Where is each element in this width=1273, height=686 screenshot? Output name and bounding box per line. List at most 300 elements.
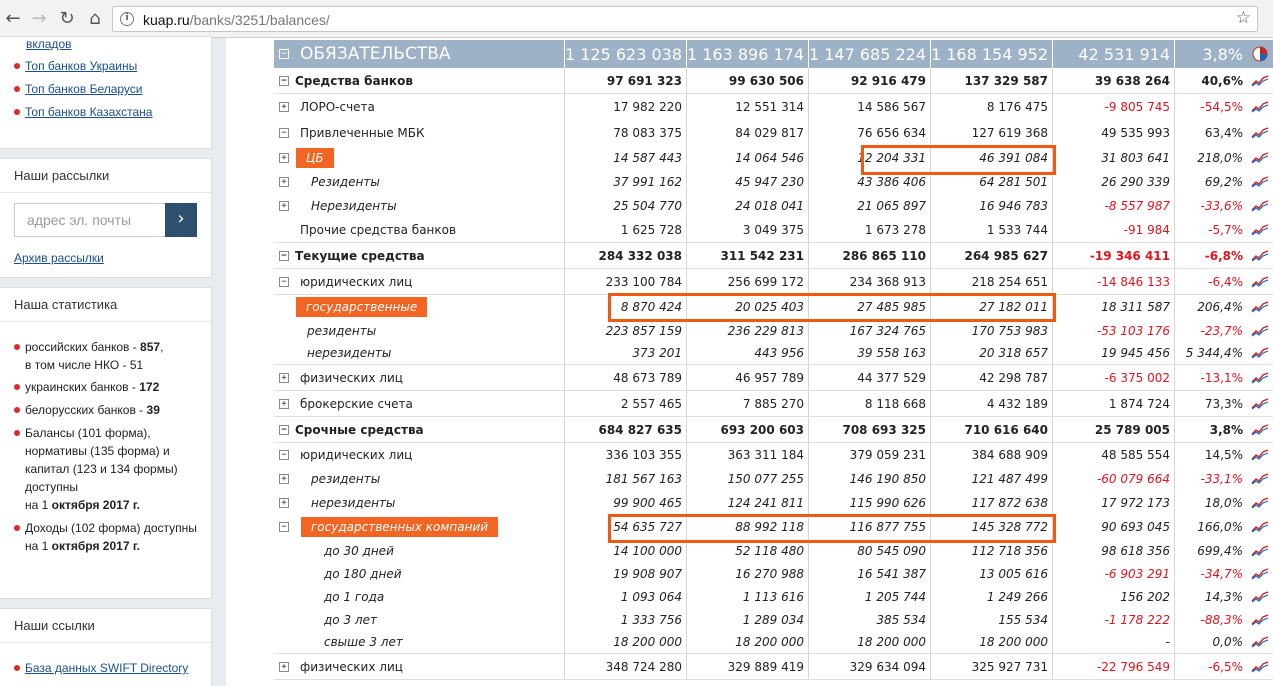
table-row <box>274 654 1273 680</box>
row-label-cell <box>274 417 564 442</box>
bullet-icon <box>14 430 20 436</box>
header-pie-chart-icon[interactable] <box>1247 40 1273 68</box>
row-value-2: 12 551 314 <box>686 94 808 120</box>
bullet-icon <box>14 407 20 413</box>
row-label-cell <box>274 443 564 467</box>
row-value-5: -6 375 002 <box>1052 365 1174 390</box>
url-text <box>143 12 330 28</box>
row-label-cell <box>274 585 564 608</box>
row-value-2: 311 542 231 <box>686 243 808 268</box>
table-row <box>274 319 1273 342</box>
row-value-6: 3,8% <box>1174 417 1247 442</box>
collapse-icon[interactable]: − <box>279 522 289 532</box>
row-label-cell <box>274 631 564 653</box>
row-value-4: 710 616 640 <box>930 417 1052 442</box>
row-value-2: 99 630 506 <box>686 68 808 93</box>
row-value-6: -5,7% <box>1174 218 1247 242</box>
reload-icon[interactable]: ↻ <box>59 8 75 29</box>
table-row <box>274 194 1273 218</box>
row-label-cell <box>274 467 564 491</box>
row-label-cell <box>274 365 564 390</box>
collapse-icon[interactable]: − <box>279 425 289 435</box>
table-row <box>274 269 1273 295</box>
deposits-link[interactable]: вкладов <box>26 37 72 51</box>
bullet-icon <box>14 665 20 671</box>
row-value-4: 137 329 587 <box>930 68 1052 93</box>
trend-chart-icon[interactable] <box>1247 170 1273 194</box>
table-row <box>274 120 1273 146</box>
row-value-2: 150 077 255 <box>686 467 808 491</box>
row-value-6: 218,0% <box>1174 146 1247 170</box>
trend-chart-icon[interactable] <box>1247 342 1273 364</box>
collapse-icon[interactable]: − <box>279 49 289 59</box>
highlight-box-state <box>608 293 1056 322</box>
trend-chart-icon[interactable] <box>1247 243 1273 268</box>
row-value-3: 116 877 755 <box>808 515 930 539</box>
row-value-3: 1 205 744 <box>808 585 930 608</box>
row-value-2: 7 885 270 <box>686 391 808 416</box>
row-value-3: 329 634 094 <box>808 654 930 679</box>
row-value-5: - <box>1052 631 1174 653</box>
row-value-4: 117 872 638 <box>930 491 1052 515</box>
table-row <box>274 365 1273 391</box>
header-value-2: 1 163 896 174 <box>686 40 808 68</box>
row-label-cell <box>274 491 564 515</box>
row-value-5: -14 846 133 <box>1052 269 1174 294</box>
row-value-2: 16 270 988 <box>686 562 808 585</box>
header-value-6: 3,8% <box>1174 40 1247 68</box>
row-value-4: 112 718 356 <box>930 539 1052 562</box>
row-label-cell <box>274 194 564 218</box>
row-value-6: 63,4% <box>1174 120 1247 146</box>
trend-chart-icon[interactable] <box>1247 491 1273 515</box>
row-value-3: 18 200 000 <box>808 631 930 653</box>
row-value-6: -33,6% <box>1174 194 1247 218</box>
trend-chart-icon[interactable] <box>1247 443 1273 467</box>
trend-chart-icon[interactable] <box>1247 68 1273 93</box>
bullet-icon <box>14 384 20 390</box>
row-label: нерезиденты <box>311 496 396 510</box>
collapse-icon[interactable]: − <box>279 277 289 287</box>
collapse-icon[interactable]: − <box>279 450 289 460</box>
row-value-2: 3 049 375 <box>686 218 808 242</box>
table-row <box>274 68 1273 94</box>
row-value-3: 21 065 897 <box>808 194 930 218</box>
browser-toolbar <box>0 0 1273 38</box>
row-value-2: 124 241 811 <box>686 491 808 515</box>
trend-chart-icon[interactable] <box>1247 631 1273 653</box>
row-value-2: 24 018 041 <box>686 194 808 218</box>
newsletter-title: Наши рассылки <box>0 159 211 193</box>
sidebar <box>0 38 226 686</box>
row-value-6: 14,5% <box>1174 443 1247 467</box>
highlight-box-cb <box>861 145 1056 175</box>
row-label: Резиденты <box>311 175 380 189</box>
row-value-3: 234 368 913 <box>808 269 930 294</box>
row-value-2: 363 311 184 <box>686 443 808 467</box>
row-value-5: -53 103 176 <box>1052 319 1174 342</box>
expand-icon[interactable]: + <box>279 177 289 187</box>
row-value-5: 1 874 724 <box>1052 391 1174 416</box>
row-value-4: 325 927 731 <box>930 654 1052 679</box>
row-value-3: 115 990 626 <box>808 491 930 515</box>
link-top-kazakhstan[interactable]: Топ банков Казахстана <box>14 105 152 119</box>
row-label: резиденты <box>307 323 377 338</box>
row-label: Средства банков <box>295 73 413 88</box>
row-value-3: 708 693 325 <box>808 417 930 442</box>
row-value-5: 18 311 587 <box>1052 295 1174 319</box>
back-arrow-icon[interactable]: ← <box>5 8 21 29</box>
row-value-1: 48 673 789 <box>564 365 686 390</box>
row-value-3: 286 865 110 <box>808 243 930 268</box>
statistics-title: Наша статистика <box>0 288 211 322</box>
row-value-1: 2 557 465 <box>564 391 686 416</box>
balances-table <box>274 40 1273 686</box>
row-value-4: 1 249 266 <box>930 585 1052 608</box>
row-value-4: 170 753 983 <box>930 319 1052 342</box>
trend-chart-icon[interactable] <box>1247 365 1273 390</box>
row-value-1: 37 991 162 <box>564 170 686 194</box>
row-value-3: 43 386 406 <box>808 170 930 194</box>
bookmark-star-icon[interactable]: ☆ <box>1235 8 1251 28</box>
row-value-6: -6,4% <box>1174 269 1247 294</box>
row-label: до 1 года <box>324 589 385 604</box>
row-value-5: 19 945 456 <box>1052 342 1174 364</box>
row-label-cell <box>274 319 564 342</box>
row-value-4: 155 534 <box>930 608 1052 631</box>
trend-chart-icon[interactable] <box>1247 94 1273 120</box>
row-value-5: 17 972 173 <box>1052 491 1174 515</box>
row-value-4: 121 487 499 <box>930 467 1052 491</box>
row-value-3: 27 485 985 <box>808 295 930 319</box>
statistics-box <box>0 287 212 599</box>
row-value-5: 49 535 993 <box>1052 120 1174 146</box>
row-value-1: 25 504 770 <box>564 194 686 218</box>
row-value-1: 8 870 424 <box>564 295 686 319</box>
trend-chart-icon[interactable] <box>1247 562 1273 585</box>
row-label-cell <box>274 342 564 364</box>
row-label: физических лиц <box>300 659 403 674</box>
row-label: резиденты <box>311 472 381 486</box>
row-value-6: 18,0% <box>1174 491 1247 515</box>
table-row <box>274 243 1273 269</box>
row-value-4: 20 318 657 <box>930 342 1052 364</box>
row-value-3: 146 190 850 <box>808 467 930 491</box>
row-label-cell <box>274 515 564 539</box>
row-value-3: 92 916 479 <box>808 68 930 93</box>
url-path: /banks/3251/balances/ <box>189 12 330 28</box>
header-label-cell <box>274 40 564 68</box>
collapse-icon[interactable]: − <box>279 128 289 138</box>
row-label: свыше 3 лет <box>324 635 403 649</box>
row-value-6: 69,2% <box>1174 170 1247 194</box>
row-label-cell <box>274 562 564 585</box>
expand-icon[interactable]: + <box>279 201 289 211</box>
row-value-1: 1 093 064 <box>564 585 686 608</box>
row-value-5: -91 984 <box>1052 218 1174 242</box>
row-value-5: 31 803 641 <box>1052 146 1174 170</box>
trend-chart-icon[interactable] <box>1247 218 1273 242</box>
row-value-3: 76 656 634 <box>808 120 930 146</box>
row-value-1: 336 103 355 <box>564 443 686 467</box>
header-value-5: 42 531 914 <box>1052 40 1174 68</box>
trend-chart-icon[interactable] <box>1247 391 1273 416</box>
expand-icon[interactable]: + <box>279 662 289 672</box>
home-icon[interactable]: ⌂ <box>89 8 101 29</box>
row-value-1: 14 587 443 <box>564 146 686 170</box>
row-label: брокерские счета <box>300 396 413 411</box>
row-value-1: 373 201 <box>564 342 686 364</box>
stat-balances: Балансы (101 форма), нормативы (135 форма) и капитал (123 и 134 формы) доступны на 1 октября 2017 г. <box>14 424 200 514</box>
row-value-2: 20 025 403 <box>686 295 808 319</box>
row-label: Нерезиденты <box>311 199 397 213</box>
row-value-1: 223 857 159 <box>564 319 686 342</box>
subscribe-button[interactable] <box>165 203 197 237</box>
row-value-2: 46 957 789 <box>686 365 808 390</box>
row-value-3: 167 324 765 <box>808 319 930 342</box>
table-row <box>274 562 1273 585</box>
top-links-box <box>0 36 212 149</box>
row-label-cell <box>274 539 564 562</box>
row-value-6: 166,0% <box>1174 515 1247 539</box>
row-value-3: 1 673 278 <box>808 218 930 242</box>
header-value-1: 1 125 623 038 <box>564 40 686 68</box>
row-value-6: 699,4% <box>1174 539 1247 562</box>
expand-icon[interactable]: + <box>279 498 289 508</box>
row-label-cell <box>274 170 564 194</box>
info-icon[interactable]: i <box>120 12 134 26</box>
bullet-icon <box>14 63 20 69</box>
row-value-4: 64 281 501 <box>930 170 1052 194</box>
trend-chart-icon[interactable] <box>1247 608 1273 631</box>
address-bar[interactable] <box>112 6 1258 32</box>
bullet-icon <box>14 86 20 92</box>
trend-chart-icon[interactable] <box>1247 467 1273 491</box>
row-value-3: 12 204 331 <box>808 146 930 170</box>
stat-ukrainian-banks: украинских банков - 172 <box>14 378 200 396</box>
table-row <box>274 585 1273 608</box>
row-value-4: 1 533 744 <box>930 218 1052 242</box>
row-value-1: 19 908 907 <box>564 562 686 585</box>
table-row <box>274 491 1273 515</box>
row-value-6: -34,7% <box>1174 562 1247 585</box>
table-row <box>274 170 1273 194</box>
row-label-cell <box>274 608 564 631</box>
row-value-5: -8 557 987 <box>1052 194 1174 218</box>
row-value-2: 88 992 118 <box>686 515 808 539</box>
row-value-1: 17 982 220 <box>564 94 686 120</box>
row-value-6: 206,4% <box>1174 295 1247 319</box>
row-label: государственных компаний <box>301 517 498 537</box>
row-value-3: 16 541 387 <box>808 562 930 585</box>
table-header-row <box>274 40 1273 68</box>
highlight-box-state-companies <box>608 514 1056 543</box>
row-label: нерезиденты <box>307 346 392 360</box>
row-value-2: 1 289 034 <box>686 608 808 631</box>
row-value-1: 18 200 000 <box>564 631 686 653</box>
row-label-cell <box>274 295 564 319</box>
row-value-1: 54 635 727 <box>564 515 686 539</box>
row-value-4: 127 619 368 <box>930 120 1052 146</box>
forward-arrow-icon[interactable]: → <box>31 8 47 29</box>
trend-chart-icon[interactable] <box>1247 319 1273 342</box>
row-value-4: 27 182 011 <box>930 295 1052 319</box>
row-value-4: 13 005 616 <box>930 562 1052 585</box>
row-label: Срочные средства <box>295 422 424 437</box>
newsletter-archive-link[interactable]: Архив рассылки <box>14 251 104 265</box>
trend-chart-icon[interactable] <box>1247 120 1273 146</box>
row-value-6: -6,8% <box>1174 243 1247 268</box>
row-label: Прочие средства банков <box>300 223 457 237</box>
row-value-1: 97 691 323 <box>564 68 686 93</box>
row-value-2: 693 200 603 <box>686 417 808 442</box>
stat-income: Доходы (102 форма) доступны на 1 октября 2017 г. <box>14 519 200 555</box>
trend-chart-icon[interactable] <box>1247 146 1273 170</box>
row-label: юридических лиц <box>300 448 413 462</box>
links-title: Наши ссылки <box>0 609 211 643</box>
header-label: ОБЯЗАТЕЛЬСТВА <box>300 44 451 64</box>
row-value-5: 156 202 <box>1052 585 1174 608</box>
trend-chart-icon[interactable] <box>1247 269 1273 294</box>
row-value-1: 1 625 728 <box>564 218 686 242</box>
row-value-4: 145 328 772 <box>930 515 1052 539</box>
row-value-2: 443 956 <box>686 342 808 364</box>
link-swift-directory[interactable]: База данных SWIFT Directory <box>14 661 188 675</box>
table-row <box>274 608 1273 631</box>
row-value-5: -1 178 222 <box>1052 608 1174 631</box>
row-value-2: 1 113 616 <box>686 585 808 608</box>
row-value-6: 0,0% <box>1174 631 1247 653</box>
url-host: kuap.ru <box>143 12 190 28</box>
expand-icon[interactable]: + <box>279 474 289 484</box>
row-value-2: 52 118 480 <box>686 539 808 562</box>
collapse-icon[interactable]: − <box>279 251 289 261</box>
row-label-cell <box>274 218 564 242</box>
bullet-icon <box>14 525 20 531</box>
row-value-1: 181 567 163 <box>564 467 686 491</box>
table-row <box>274 218 1273 243</box>
row-value-5: -19 346 411 <box>1052 243 1174 268</box>
row-value-3: 80 545 090 <box>808 539 930 562</box>
header-value-4: 1 168 154 952 <box>930 40 1052 68</box>
row-value-6: -88,3% <box>1174 608 1247 631</box>
row-value-2: 256 699 172 <box>686 269 808 294</box>
row-label: ЦБ <box>296 148 334 168</box>
row-value-5: 90 693 045 <box>1052 515 1174 539</box>
row-label-cell <box>274 146 564 170</box>
table-row <box>274 417 1273 443</box>
row-value-5: -9 805 745 <box>1052 94 1174 120</box>
row-value-6: -6,5% <box>1174 654 1247 679</box>
row-label: Привлеченные МБК <box>300 126 425 140</box>
row-value-2: 329 889 419 <box>686 654 808 679</box>
trend-chart-icon[interactable] <box>1247 295 1273 319</box>
trend-chart-icon[interactable] <box>1247 585 1273 608</box>
row-value-4: 384 688 909 <box>930 443 1052 467</box>
row-label-cell <box>274 243 564 268</box>
row-value-4: 8 176 475 <box>930 94 1052 120</box>
row-value-3: 39 558 163 <box>808 342 930 364</box>
trend-chart-icon[interactable] <box>1247 539 1273 562</box>
row-value-6: 5 344,4% <box>1174 342 1247 364</box>
row-label: до 180 дней <box>324 566 402 581</box>
row-value-6: 73,3% <box>1174 391 1247 416</box>
trend-chart-icon[interactable] <box>1247 515 1273 539</box>
row-value-4: 46 391 084 <box>930 146 1052 170</box>
row-value-6: -13,1% <box>1174 365 1247 390</box>
row-label-cell <box>274 654 564 679</box>
row-value-1: 284 332 038 <box>564 243 686 268</box>
bullet-icon <box>14 109 20 115</box>
table-row <box>274 391 1273 417</box>
link-top-belarus[interactable]: Топ банков Беларуси <box>14 82 143 96</box>
stat-belarus-banks: белорусских банков - 39 <box>14 401 200 419</box>
row-value-5: 25 789 005 <box>1052 417 1174 442</box>
row-label: Текущие средства <box>295 248 425 263</box>
row-value-5: 26 290 339 <box>1052 170 1174 194</box>
row-label: до 3 лет <box>324 612 377 627</box>
row-value-2: 236 229 813 <box>686 319 808 342</box>
row-label-cell <box>274 94 564 120</box>
email-input[interactable]: адрес эл. почты <box>14 203 166 237</box>
row-value-6: -23,7% <box>1174 319 1247 342</box>
expand-icon[interactable]: + <box>279 373 289 383</box>
row-value-2: 14 064 546 <box>686 146 808 170</box>
row-value-6: 40,6% <box>1174 68 1247 93</box>
bullet-icon <box>14 344 20 350</box>
trend-chart-icon[interactable] <box>1247 417 1273 442</box>
row-value-1: 684 827 635 <box>564 417 686 442</box>
expand-icon[interactable]: + <box>279 399 289 409</box>
expand-icon[interactable]: + <box>279 153 289 163</box>
row-value-3: 379 059 231 <box>808 443 930 467</box>
row-label-cell <box>274 68 564 93</box>
row-value-6: -33,1% <box>1174 467 1247 491</box>
header-value-3: 1 147 685 224 <box>808 40 930 68</box>
trend-chart-icon[interactable] <box>1247 654 1273 679</box>
row-value-3: 8 118 668 <box>808 391 930 416</box>
row-label: физических лиц <box>300 370 403 385</box>
row-label: до 30 дней <box>324 543 394 558</box>
row-value-1: 78 083 375 <box>564 120 686 146</box>
trend-chart-icon[interactable] <box>1247 194 1273 218</box>
row-value-6: -54,5% <box>1174 94 1247 120</box>
collapse-icon[interactable]: − <box>279 76 289 86</box>
row-value-1: 99 900 465 <box>564 491 686 515</box>
row-value-4: 42 298 787 <box>930 365 1052 390</box>
row-value-2: 18 200 000 <box>686 631 808 653</box>
row-value-2: 84 029 817 <box>686 120 808 146</box>
row-value-1: 348 724 280 <box>564 654 686 679</box>
link-top-ukraine[interactable]: Топ банков Украины <box>14 59 137 73</box>
row-value-4: 218 254 651 <box>930 269 1052 294</box>
row-value-5: 98 618 356 <box>1052 539 1174 562</box>
row-value-5: 48 585 554 <box>1052 443 1174 467</box>
table-row <box>274 467 1273 491</box>
row-value-1: 233 100 784 <box>564 269 686 294</box>
row-label: юридических лиц <box>300 274 413 289</box>
row-value-3: 14 586 567 <box>808 94 930 120</box>
row-value-4: 4 432 189 <box>930 391 1052 416</box>
row-value-5: 39 638 264 <box>1052 68 1174 93</box>
table-row <box>274 342 1273 365</box>
table-row <box>274 443 1273 467</box>
row-value-1: 1 333 756 <box>564 608 686 631</box>
row-label-cell <box>274 269 564 294</box>
row-value-2: 45 947 230 <box>686 170 808 194</box>
row-value-3: 385 534 <box>808 608 930 631</box>
expand-icon[interactable]: + <box>279 102 289 112</box>
